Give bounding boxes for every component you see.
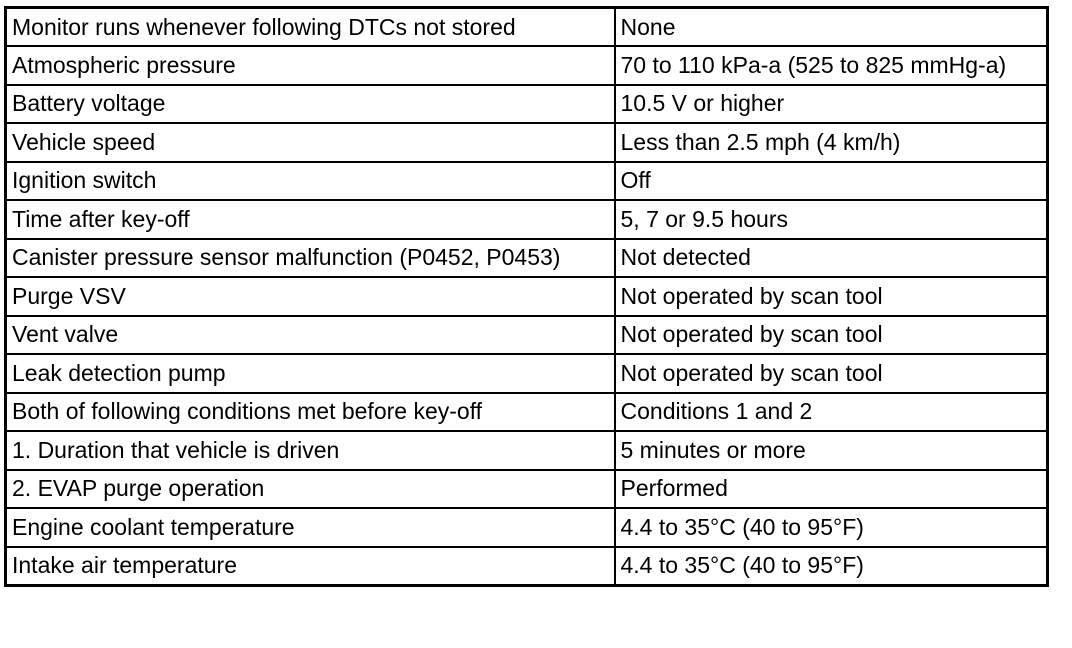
condition-value: Performed xyxy=(615,470,1048,509)
condition-item: Time after key-off xyxy=(6,200,615,239)
condition-item: 1. Duration that vehicle is driven xyxy=(6,431,615,470)
condition-value: Not operated by scan tool xyxy=(615,277,1048,316)
table-row xyxy=(6,277,1048,316)
condition-item: Monitor runs whenever following DTCs not stored xyxy=(6,8,615,47)
condition-value: 4.4 to 35°C (40 to 95°F) xyxy=(615,547,1048,586)
table-row xyxy=(6,162,1048,201)
condition-item: Both of following conditions met before key-off xyxy=(6,393,615,432)
condition-value: Less than 2.5 mph (4 km/h) xyxy=(615,123,1048,162)
condition-value: Not operated by scan tool xyxy=(615,354,1048,393)
table-row xyxy=(6,239,1048,278)
condition-item: 2. EVAP purge operation xyxy=(6,470,615,509)
condition-value: Not operated by scan tool xyxy=(615,316,1048,355)
condition-item: Atmospheric pressure xyxy=(6,46,615,85)
condition-item: Leak detection pump xyxy=(6,354,615,393)
table-row xyxy=(6,200,1048,239)
condition-item: Vent valve xyxy=(6,316,615,355)
table-row xyxy=(6,470,1048,509)
condition-value: 5 minutes or more xyxy=(615,431,1048,470)
condition-value: 4.4 to 35°C (40 to 95°F) xyxy=(615,508,1048,547)
table-row xyxy=(6,85,1048,124)
table-row xyxy=(6,547,1048,586)
condition-value: None xyxy=(615,8,1048,47)
condition-value: Off xyxy=(615,162,1048,201)
condition-value: 10.5 V or higher xyxy=(615,85,1048,124)
condition-value: Not detected xyxy=(615,239,1048,278)
table-row xyxy=(6,123,1048,162)
table-row xyxy=(6,8,1048,47)
conditions-table-container xyxy=(4,6,1046,587)
table-row xyxy=(6,316,1048,355)
condition-item: Intake air temperature xyxy=(6,547,615,586)
condition-item: Vehicle speed xyxy=(6,123,615,162)
table-row xyxy=(6,393,1048,432)
condition-item: Canister pressure sensor malfunction (P0452, P0453) xyxy=(6,239,615,278)
condition-value: 5, 7 or 9.5 hours xyxy=(615,200,1048,239)
condition-value: 70 to 110 kPa-a (525 to 825 mmHg-a) xyxy=(615,46,1048,85)
monitor-conditions-table xyxy=(4,6,1049,587)
table-row xyxy=(6,508,1048,547)
condition-item: Ignition switch xyxy=(6,162,615,201)
condition-item: Purge VSV xyxy=(6,277,615,316)
condition-item: Battery voltage xyxy=(6,85,615,124)
condition-item: Engine coolant temperature xyxy=(6,508,615,547)
condition-value: Conditions 1 and 2 xyxy=(615,393,1048,432)
table-row xyxy=(6,46,1048,85)
table-row xyxy=(6,354,1048,393)
table-row xyxy=(6,431,1048,470)
